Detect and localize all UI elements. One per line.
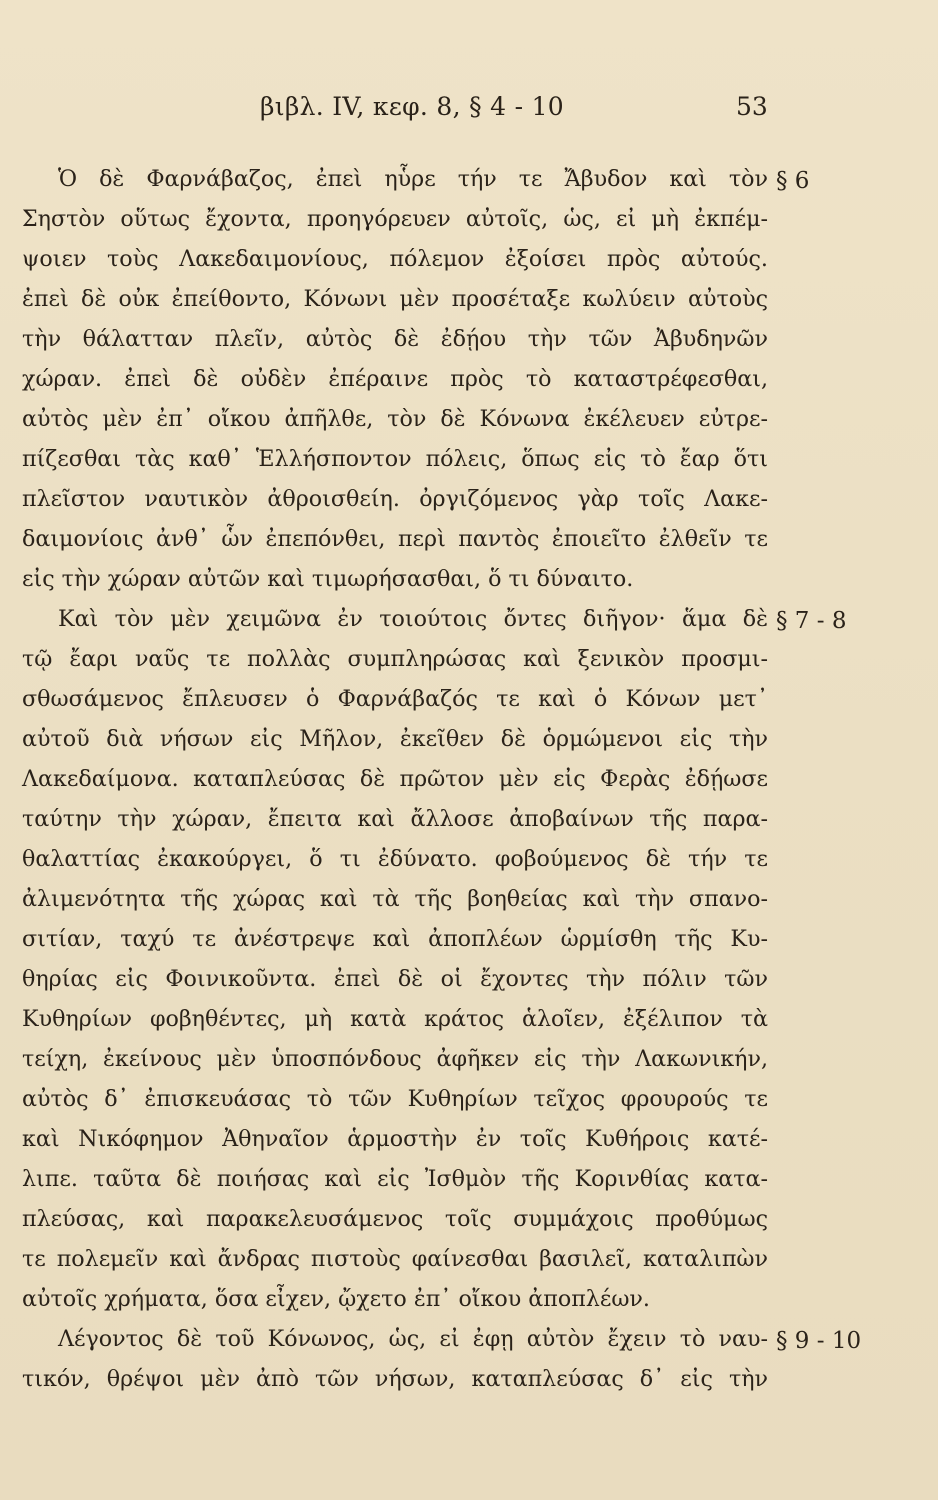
text-line: αὐτοῖς χρήματα, ὅσα εἶχεν, ᾤχετο ἐπ᾽ οἴκου ἀποπλέων. <box>22 1286 650 1312</box>
text-line: Λέγοντος δὲ τοῦ Κόνωνος, ὡς, εἰ ἐφῃ αὐτὸν ἔχειν τὸ ναυ- <box>58 1326 768 1352</box>
text-line: θηρίας εἰς Φοινικοῦντα. ἐπεὶ δὲ οἱ ἔχοντες τὴν πόλιν τῶν <box>22 966 768 992</box>
text-line: αὐτοῦ διὰ νήσων εἰς Μῆλον, ἐκεῖθεν δὲ ὁρμώμενοι εἰς τὴν <box>22 726 768 752</box>
text-line: πίζεσθαι τὰς καθ᾽ Ἑλλήσποντον πόλεις, ὅπως εἰς τὸ ἔαρ ὅτι <box>22 446 768 472</box>
text-line: πλεύσας, καὶ παρακελευσάμενος τοῖς συμμάχοις προθύμως <box>22 1206 768 1232</box>
text-line: Ὁ δὲ Φαρνάβαζος, ἐπεὶ ηὗρε τήν τε Ἄβυδον καὶ τὸν <box>58 166 768 192</box>
section-marker: § 6 <box>776 168 810 194</box>
text-line: σιτίαν, ταχύ τε ἀνέστρεψε καὶ ἀποπλέων ὡρμίσθη τῆς Κυ- <box>22 926 768 952</box>
text-line: ταύτην τὴν χώραν, ἔπειτα καὶ ἄλλοσε ἀποβαίνων τῆς παρα- <box>22 806 768 832</box>
section-marker: § 9 - 10 <box>776 1328 862 1354</box>
text-line: θαλαττίας ἐκακούργει, ὅ τι ἐδύνατο. φοβούμενος δὲ τήν τε <box>22 846 768 872</box>
text-line: πλεῖστον ναυτικὸν ἀθροισθείη. ὀργιζόμενος γὰρ τοῖς Λακε- <box>22 486 768 512</box>
text-line: αὐτὸς δ᾽ ἐπισκευάσας τὸ τῶν Κυθηρίων τεῖχος φρουρούς τε <box>22 1086 768 1112</box>
text-line: τικόν, θρέψοι μὲν ἀπὸ τῶν νήσων, καταπλεύσας δ᾽ εἰς τὴν <box>22 1366 768 1392</box>
text-line: Σηστὸν οὕτως ἔχοντα, προηγόρευεν αὐτοῖς, ὡς, εἰ μὴ ἐκπέμ- <box>22 206 768 232</box>
running-head: βιβλ. IV, κεφ. 8, § 4 - 10 <box>260 92 564 121</box>
text-line: αὐτὸς μὲν ἐπ᾽ οἴκου ἀπῆλθε, τὸν δὲ Κόνωνα ἐκέλευεν εὐτρε- <box>22 406 768 432</box>
text-line: τε πολεμεῖν καὶ ἄνδρας πιστοὺς φαίνεσθαι βασιλεῖ, καταλιπὼν <box>22 1246 768 1272</box>
text-line: εἰς τὴν χώραν αὐτῶν καὶ τιμωρήσασθαι, ὅ τι δύναιτο. <box>22 566 634 592</box>
text-line: Κυθηρίων φοβηθέντες, μὴ κατὰ κράτος ἁλοῖεν, ἐξέλιπον τὰ <box>22 1006 768 1032</box>
text-line: καὶ Νικόφημον Ἀθηναῖον ἁρμοστὴν ἐν τοῖς Κυθήροις κατέ- <box>22 1126 768 1152</box>
section-marker: § 7 - 8 <box>776 608 847 634</box>
text-line: ἐπεὶ δὲ οὐκ ἐπείθοντο, Κόνωνι μὲν προσέταξε κωλύειν αὐτοὺς <box>22 286 768 312</box>
page-number: 53 <box>736 92 768 121</box>
text-line: τείχη, ἐκείνους μὲν ὑποσπόνδους ἀφῆκεν εἰς τὴν Λακωνικήν, <box>22 1046 768 1072</box>
text-line: ψοιεν τοὺς Λακεδαιμονίους, πόλεμον ἐξοίσει πρὸς αὐτούς. <box>22 246 768 272</box>
text-line: τῷ ἔαρι ναῦς τε πολλὰς συμπληρώσας καὶ ξενικὸν προσμι- <box>22 646 768 672</box>
text-line: τὴν θάλατταν πλεῖν, αὐτὸς δὲ ἐδῄου τὴν τῶν Ἀβυδηνῶν <box>22 326 768 352</box>
text-line: Λακεδαίμονα. καταπλεύσας δὲ πρῶτον μὲν εἰς Φερὰς ἐδῄωσε <box>22 766 768 792</box>
text-line: δαιμονίοις ἀνθ᾽ ὧν ἐπεπόνθει, περὶ παντὸς ἐποιεῖτο ἐλθεῖν τε <box>22 526 768 552</box>
text-line: Καὶ τὸν μὲν χειμῶνα ἐν τοιούτοις ὄντες διῆγον· ἅμα δὲ <box>58 606 768 632</box>
page-header <box>0 92 938 132</box>
text-line: σθωσάμενος ἔπλευσεν ὁ Φαρνάβαζός τε καὶ ὁ Κόνων μετ᾽ <box>22 686 768 712</box>
text-line: χώραν. ἐπεὶ δὲ οὐδὲν ἐπέραινε πρὸς τὸ καταστρέφεσθαι, <box>22 366 768 392</box>
text-line: λιπε. ταῦτα δὲ ποιήσας καὶ εἰς Ἰσθμὸν τῆς Κορινθίας κατα- <box>22 1166 768 1192</box>
text-line: ἀλιμενότητα τῆς χώρας καὶ τὰ τῆς βοηθείας καὶ τὴν σπανο- <box>22 886 768 912</box>
